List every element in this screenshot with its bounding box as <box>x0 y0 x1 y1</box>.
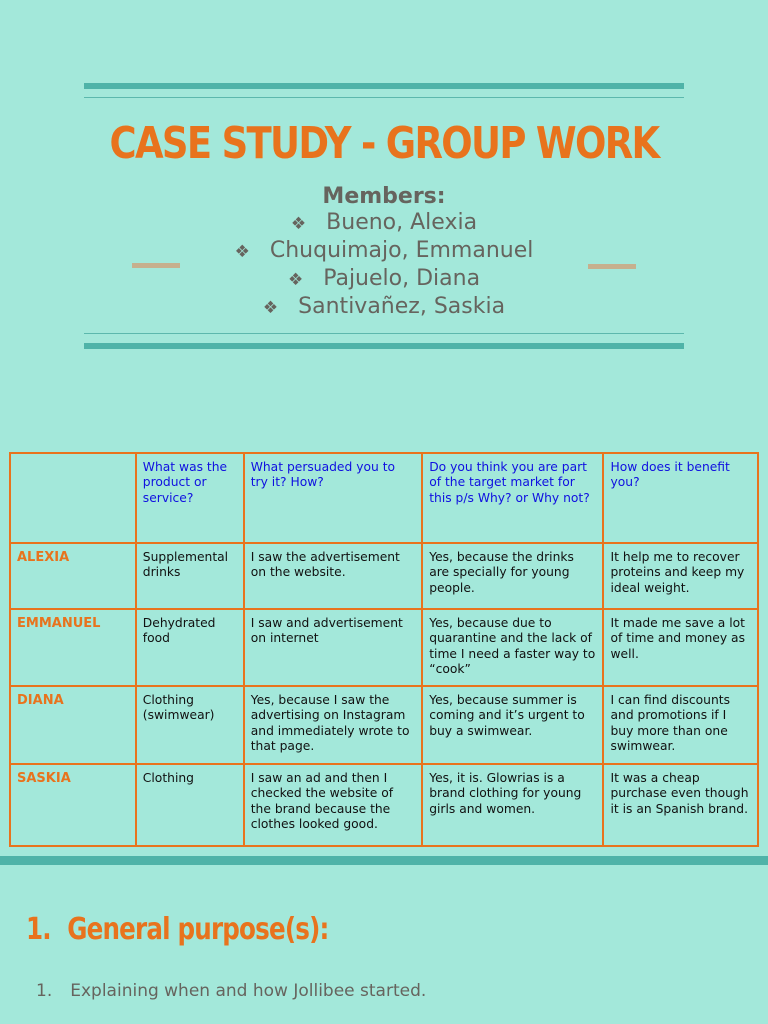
row-name-cell: SASKIA <box>10 764 136 846</box>
table-cell: It made me save a lot of time and money as well. <box>603 609 758 686</box>
list-item-text: Explaining when and how Jollibee started. <box>70 981 427 1001</box>
table-cell: Supplemental drinks <box>136 543 244 609</box>
member-item: ❖ Santivañez, Saskia <box>262 294 506 319</box>
table-cell: Clothing <box>136 764 244 846</box>
section-divider-band <box>0 856 768 865</box>
table-cell: Yes, because due to quarantine and the lack of time I need a faster way to “cook” <box>422 609 603 686</box>
diamond-bullet-icon: ❖ <box>262 298 279 318</box>
table-cell: Yes, because I saw the advertising on Instagram and immediately wrote to that page. <box>244 686 422 764</box>
top-rule-thick <box>84 83 684 89</box>
member-item: ❖ Pajuelo, Diana <box>287 266 481 291</box>
case-study-table <box>9 452 759 847</box>
bottom-rule-thick <box>84 343 684 349</box>
page-title: CASE STUDY - GROUP WORK <box>109 118 659 169</box>
right-accent-dash <box>588 264 636 269</box>
diamond-bullet-icon: ❖ <box>287 270 304 290</box>
table-header-cell: What persuaded you to try it? How? <box>244 453 422 543</box>
table-header-row <box>10 453 758 543</box>
table-row <box>10 764 758 846</box>
section-number: 1. <box>26 912 51 947</box>
table-cell: I saw an ad and then I checked the website of the brand because the clothes looked good. <box>244 764 422 846</box>
diamond-bullet-icon: ❖ <box>290 214 307 234</box>
table-header-cell: What was the product or service? <box>136 453 244 543</box>
table-cell: I saw the advertisement on the website. <box>244 543 422 609</box>
table-cell: It help me to recover proteins and keep my ideal weight. <box>603 543 758 609</box>
diamond-bullet-icon: ❖ <box>234 242 250 262</box>
row-name-cell: DIANA <box>10 686 136 764</box>
table-cell: I can find discounts and promotions if I buy more than one swimwear. <box>603 686 758 764</box>
table-cell: Clothing (swimwear) <box>136 686 244 764</box>
left-accent-dash <box>132 263 180 268</box>
table-row <box>10 543 758 609</box>
top-rule-thin <box>84 97 684 98</box>
list-item <box>36 981 426 1001</box>
row-name-cell: ALEXIA <box>10 543 136 609</box>
table-cell: Dehydrated food <box>136 609 244 686</box>
table-cell: Yes, it is. Glowrias is a brand clothing for young girls and women. <box>422 764 603 846</box>
members-label: Members: <box>322 184 446 209</box>
section-heading-text: General purpose(s): <box>67 912 329 947</box>
table-row <box>10 686 758 764</box>
table-cell: Yes, because summer is coming and it’s urgent to buy a swimwear. <box>422 686 603 764</box>
title-slide <box>0 0 768 440</box>
member-item: ❖ Bueno, Alexia <box>290 210 478 235</box>
table-cell: It was a cheap purchase even though it is an Spanish brand. <box>603 764 758 846</box>
section-heading <box>26 912 329 947</box>
table-cell: I saw and advertisement on internet <box>244 609 422 686</box>
table-row <box>10 609 758 686</box>
table-header-cell <box>10 453 136 543</box>
table-header-cell: Do you think you are part of the target market for this p/s Why? or Why not? <box>422 453 603 543</box>
table-cell: Yes, because the drinks are specially for young people. <box>422 543 603 609</box>
member-item: ❖ Chuquimajo, Emmanuel <box>234 238 534 263</box>
row-name-cell: EMMANUEL <box>10 609 136 686</box>
list-item-number: 1. <box>36 981 53 1001</box>
bottom-rule-thin <box>84 333 684 334</box>
table-header-cell: How does it benefit you? <box>603 453 758 543</box>
